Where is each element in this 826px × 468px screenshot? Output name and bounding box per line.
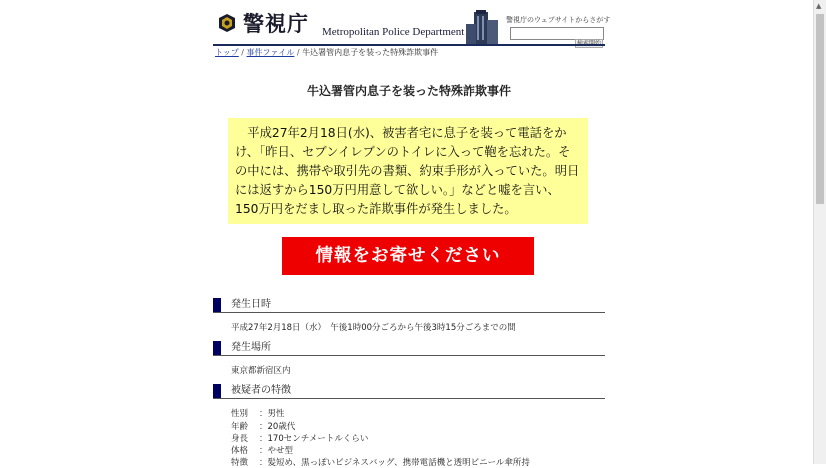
feature-label: 性別 (231, 409, 249, 419)
header-divider (213, 44, 605, 46)
breadcrumb-home-link[interactable]: トップ (215, 48, 239, 57)
feature-label: 特徴 (231, 458, 249, 468)
page-content (213, 0, 611, 468)
breadcrumb-separator: / (238, 48, 247, 57)
section-heading-place (213, 341, 605, 356)
building-image (460, 10, 500, 44)
breadcrumb-separator: / (294, 48, 303, 57)
scroll-up-icon[interactable]: ▲ (816, 2, 822, 10)
section-heading-date (213, 298, 605, 313)
page-title: 牛込署管内息子を装った特殊詐欺事件 (306, 84, 511, 98)
feature-label: 体格 (231, 446, 249, 456)
police-emblem-icon (217, 13, 237, 33)
case-summary-notice: 平成27年2月18日(水)、被害者宅に息子を装って電話をかけ、「昨日、セブンイレブンのトイレに入って鞄を忘れた。その中には、携帯や取引先の書類、約束手形が入っていた。明日には返すから150万円用意して欲しい。」などと嘘を言い、150万円をだまし取った詐欺事件が発生しました。 (228, 118, 588, 224)
breadcrumb-case-files-link[interactable]: 事件ファイル (246, 48, 295, 57)
feature-label: 身長 (231, 434, 249, 444)
feature-value: ：髪短め、黒っぽいビジネスバッグ、携帯電話機と透明ビニール傘所持 (259, 458, 530, 468)
site-header (213, 0, 611, 57)
section-marker (213, 384, 221, 398)
feature-value: ：やせ型 (259, 446, 294, 456)
feature-value: ：170センチメートルくらい (259, 434, 369, 444)
suspect-feature-row (231, 420, 295, 432)
section-marker (213, 298, 221, 312)
breadcrumb-current: 牛込署管内息子を装った特殊詐欺事件 (302, 48, 439, 57)
vertical-scrollbar[interactable] (813, 0, 826, 464)
suspect-feature-row (231, 432, 368, 444)
feature-label: 年齢 (231, 422, 249, 432)
site-logo-subtitle: Metropolitan Police Department (322, 26, 465, 38)
section-marker (213, 341, 221, 355)
search-label: 警視庁のウェブサイトからさがす (506, 16, 611, 24)
breadcrumb (215, 47, 438, 58)
suspect-feature-row (231, 444, 293, 456)
section-heading-text: 被疑者の特徴 (231, 385, 291, 396)
occurrence-date-text: 平成27年2月18日（水） 午後1時00分ごろから午後3時15分ごろまでの間 (231, 323, 516, 333)
suspect-feature-row (231, 456, 530, 468)
feature-value: ：男性 (259, 409, 285, 419)
feature-value: ：20歳代 (259, 422, 296, 432)
section-heading-suspect (213, 384, 605, 399)
occurrence-place-text: 東京都新宿区内 (231, 366, 291, 376)
site-logo-title[interactable]: 警視庁 (243, 11, 309, 36)
section-heading-text: 発生日時 (231, 299, 271, 310)
scroll-thumb[interactable] (816, 14, 824, 204)
submit-information-button[interactable]: 情報をお寄せください (282, 237, 534, 275)
suspect-feature-row (231, 407, 285, 419)
section-heading-text: 発生場所 (231, 342, 271, 353)
